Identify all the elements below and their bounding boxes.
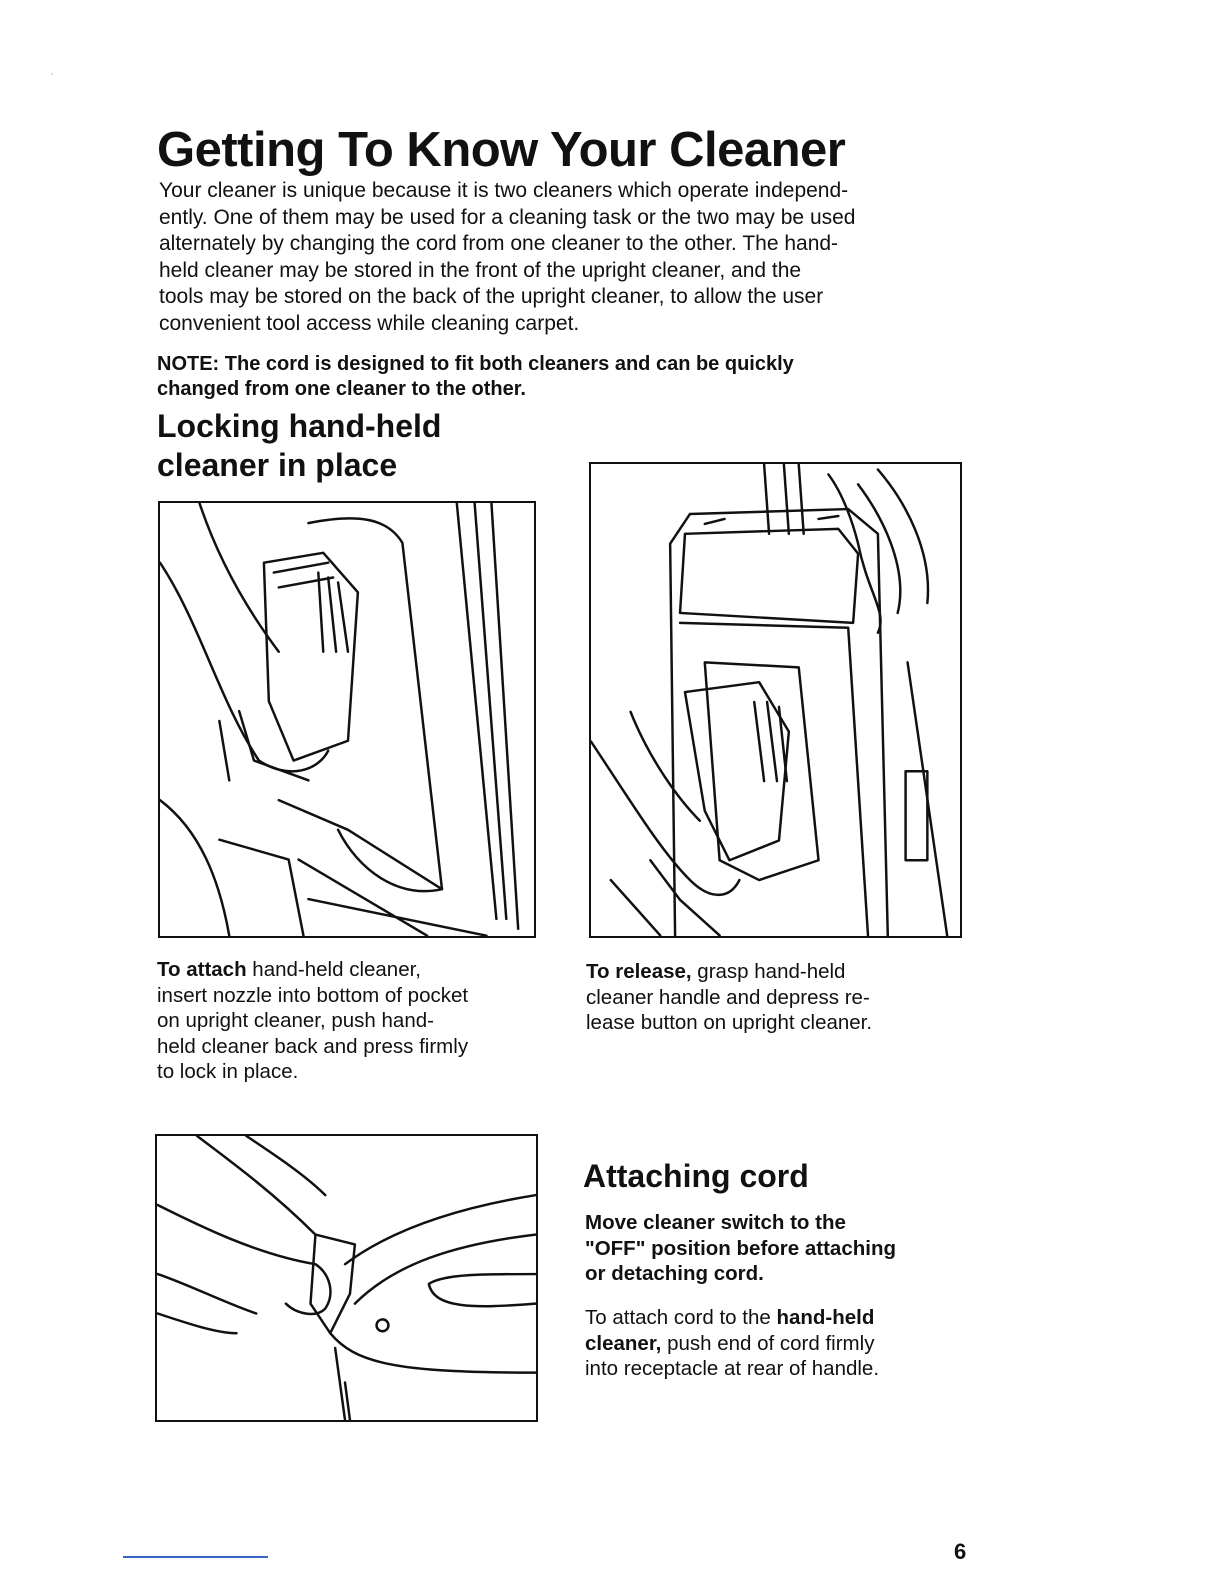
release-caption [586,959,986,1036]
scan-speck [51,73,53,75]
cord-instruction-bold: hand-held cleaner, [585,1306,875,1355]
page-title: Getting To Know Your Cleaner [157,123,846,177]
note-paragraph: NOTE: The cord is designed to fit both cleaners and can be quickly changed from one cleaner to the other. [157,353,794,400]
cord-illustration [155,1134,538,1422]
page-number: 6 [954,1539,967,1564]
cord-heading: Attaching cord [583,1158,809,1194]
footer-rule [123,1556,268,1558]
cord-warning: Move cleaner switch to the "OFF" position before attaching or detaching cord. [585,1211,896,1285]
cord-instruction-start: To attach cord to the [585,1306,777,1329]
release-illustration [589,462,962,938]
release-lead: To release, [586,960,692,983]
attach-caption [157,957,557,1085]
cord-instruction [585,1305,985,1382]
cord-instruction-end: push end of cord firmly into receptacle at rear of handle. [585,1331,880,1380]
attach-lead: To attach [157,958,247,981]
attach-body: hand-held cleaner, insert nozzle into bottom of pocket on upright cleaner, push hand- held cleaner back and press firmly to lock in place. [157,958,469,1083]
intro-paragraph: Your cleaner is unique because it is two cleaners which operate independ- ently. One of them may be used for a cleaning task or the two may be used alternately by changing the cord from one cleaner to the other. The hand- held cleaner may be stored in the front of the upright cleaner, and the tools may be stored on the back of the upright cleaner, to allow the user convenient tool access while cleaning carpet. [159,179,856,335]
release-body: grasp hand-held cleaner handle and depress re- lease button on upright cleaner. [586,960,873,1034]
locking-heading: Locking hand-held cleaner in place [157,408,442,483]
attach-illustration [158,501,536,938]
